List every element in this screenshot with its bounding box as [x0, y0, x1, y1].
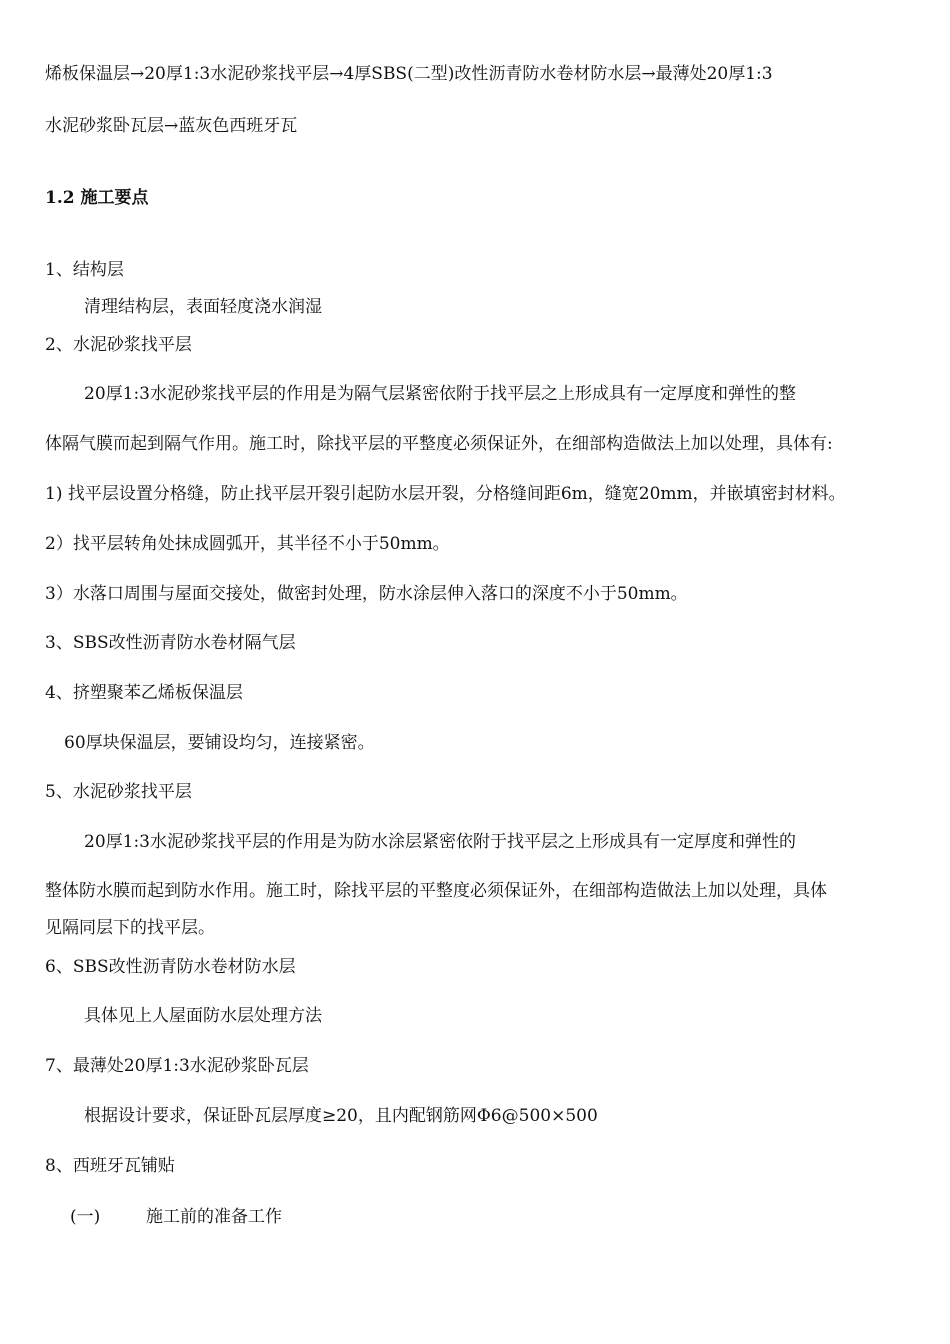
item-2-title: 2、水泥砂浆找平层 — [45, 335, 192, 355]
intro-line-1: 烯板保温层→20厚1:3水泥砂浆找平层→4厚SBS(二型)改性沥青防水卷材防水层→最薄处20厚1:3 — [45, 64, 773, 84]
item-3-title: 3、SBS改性沥青防水卷材隔气层 — [45, 633, 296, 653]
item-6-body: 具体见上人屋面防水层处理方法 — [84, 1006, 322, 1026]
item-7-title: 7、最薄处20厚1:3水泥砂浆卧瓦层 — [45, 1056, 309, 1076]
intro-line-2: 水泥砂浆卧瓦层→蓝灰色西班牙瓦 — [45, 116, 298, 136]
item-5-title: 5、水泥砂浆找平层 — [45, 782, 192, 802]
item-7-body: 根据设计要求，保证卧瓦层厚度≥20，且内配钢筋网Φ6@500×500 — [84, 1106, 598, 1126]
item-2-subitem-1: 1) 找平层设置分格缝，防止找平层开裂引起防水层开裂，分格缝间距6m，缝宽20mm，并嵌填密封材料。 — [45, 484, 846, 504]
item-5-paragraph-line-1: 20厚1:3水泥砂浆找平层的作用是为防水涂层紧密依附于找平层之上形成具有一定厚度和弹性的 — [84, 832, 796, 852]
item-5-paragraph-line-3: 见隔同层下的找平层。 — [45, 918, 215, 938]
item-8-subheading-text: 施工前的准备工作 — [146, 1207, 282, 1227]
item-2-subitem-3: 3）水落口周围与屋面交接处，做密封处理，防水涂层伸入落口的深度不小于50mm。 — [45, 584, 688, 604]
item-4-title: 4、挤塑聚苯乙烯板保温层 — [45, 683, 243, 703]
item-4-body: 60厚块保温层，要铺设均匀，连接紧密。 — [64, 733, 375, 753]
item-2-subitem-2: 2）找平层转角处抹成圆弧开，其半径不小于50mm。 — [45, 534, 450, 554]
item-8-subheading-number: (一) — [70, 1207, 101, 1227]
item-2-paragraph-line-2: 体隔气膜而起到隔气作用。施工时，除找平层的平整度必须保证外，在细部构造做法上加以处理，具体有: — [45, 434, 833, 454]
section-heading: 1.2 施工要点 — [45, 188, 149, 208]
item-8-title: 8、西班牙瓦铺贴 — [45, 1156, 175, 1176]
item-1-body: 清理结构层，表面轻度浇水润湿 — [84, 297, 322, 317]
item-1-title: 1、结构层 — [45, 260, 124, 280]
item-6-title: 6、SBS改性沥青防水卷材防水层 — [45, 957, 296, 977]
item-5-paragraph-line-2: 整体防水膜而起到防水作用。施工时，除找平层的平整度必须保证外，在细部构造做法上加以处理，具体 — [45, 881, 827, 901]
item-2-paragraph-line-1: 20厚1:3水泥砂浆找平层的作用是为隔气层紧密依附于找平层之上形成具有一定厚度和弹性的整 — [84, 384, 796, 404]
